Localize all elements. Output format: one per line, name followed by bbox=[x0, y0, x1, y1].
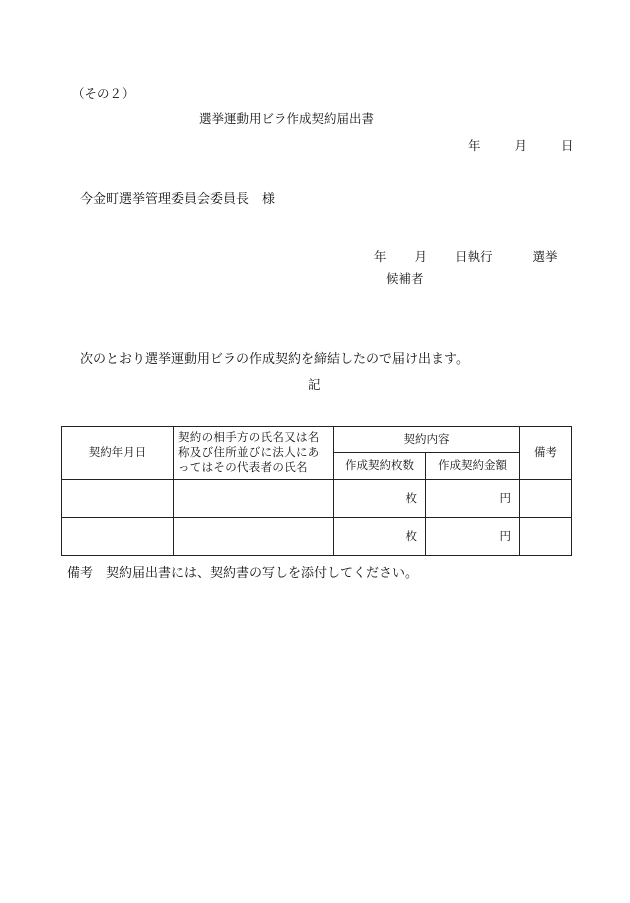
header-counterparty: 契約の相手方の氏名又は名称及び住所並びに法人にあってはその代表者の氏名 bbox=[174, 427, 334, 480]
election-label: 選挙 bbox=[532, 249, 558, 264]
election-day-execution: 日執行 bbox=[455, 249, 493, 264]
cell-counterparty[interactable] bbox=[174, 480, 334, 518]
cell-amount[interactable]: 円 bbox=[426, 480, 520, 518]
date-day: 日 bbox=[561, 138, 574, 153]
header-remarks: 備考 bbox=[520, 427, 572, 480]
cell-contract-date[interactable] bbox=[62, 518, 174, 556]
cell-remarks[interactable] bbox=[520, 518, 572, 556]
document-title: 選挙運動用ビラ作成契約届出書 bbox=[199, 111, 375, 126]
table-row bbox=[62, 480, 572, 518]
cell-sheet-count[interactable]: 枚 bbox=[334, 480, 426, 518]
cell-amount[interactable]: 円 bbox=[426, 518, 520, 556]
contract-table bbox=[61, 426, 572, 556]
election-date-line bbox=[374, 251, 558, 264]
date-month: 月 bbox=[514, 138, 528, 153]
election-year: 年 bbox=[374, 249, 387, 264]
header-amount: 作成契約金額 bbox=[426, 453, 520, 480]
ki-label: 記 bbox=[308, 377, 321, 392]
form-number: （その２） bbox=[72, 86, 135, 101]
header-contract-date: 契約年月日 bbox=[62, 427, 174, 480]
cell-sheet-count[interactable]: 枚 bbox=[334, 518, 426, 556]
date-year: 年 bbox=[468, 138, 481, 153]
cell-remarks[interactable] bbox=[520, 480, 572, 518]
election-month: 月 bbox=[414, 249, 428, 264]
remarks-note: 備考 契約届出書には、契約書の写しを添付してください。 bbox=[67, 566, 419, 581]
candidate-label: 候補者 bbox=[386, 271, 424, 286]
table-row bbox=[62, 518, 572, 556]
table-header-row bbox=[62, 427, 572, 453]
cell-contract-date[interactable] bbox=[62, 480, 174, 518]
body-text: 次のとおり選挙運動用ビラの作成契約を締結したので届け出ます。 bbox=[80, 352, 469, 367]
submission-date-line bbox=[468, 140, 574, 153]
header-contract-content: 契約内容 bbox=[334, 427, 520, 453]
addressee: 今金町選挙管理委員会委員長 様 bbox=[80, 192, 276, 207]
cell-counterparty[interactable] bbox=[174, 518, 334, 556]
header-sheet-count: 作成契約枚数 bbox=[334, 453, 426, 480]
